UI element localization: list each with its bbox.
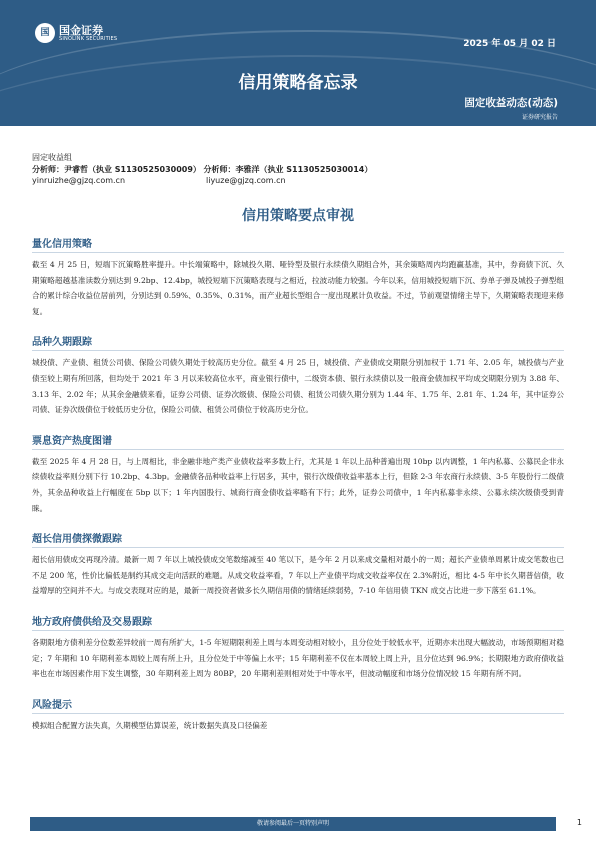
section-title: 品种久期跟踪 bbox=[32, 331, 564, 351]
analyst-email-link[interactable]: yinruizhe@gjzq.com.cn bbox=[32, 176, 126, 185]
section bbox=[32, 528, 564, 599]
section-body: 城投债、产业债、租赁公司债、保险公司债久期处于较高历史分位。截至 4 月 25 日，城投债、产业债成交期限分别加权于 1.71 年、2.05 年，城投债与产业债至较上期有所回落，但均处于 2021 年 3 月以来较高位水平，商业银行债中，二级资本债、银行永续债以及一般商金债加权平均成交期限分别为 3.88 年、3.13 年、2.02 年；从其余金融债来看，证券公司债、证券次级债、保险公司债、租赁公司债久期分别为 1.44 年、1.75 年、2.81 年、1.24 年，其中证券公司债、证券次级债位于较低历史分位，保险公司债、租赁公司债位于较高历史分位。 bbox=[32, 358, 564, 415]
section-body: 模拟组合配置方法失真，久期模型估算误差，统计数据失真及口径偏差 bbox=[32, 720, 268, 730]
analyst-name: 李雅洋（执业 S1130525030014） bbox=[235, 165, 373, 174]
header-banner bbox=[0, 0, 596, 126]
footer-disclaimer: 敬请参阅最后一页特别声明 bbox=[30, 817, 556, 831]
section-body: 截至 2025 年 4 月 28 日，与上周相比，非金融非地产类产业债收益率多数上行，尤其是 1 年以上品种普遍出现 10bp 以内调整，1 年内私募、公募民企非永续债收益率则分别下行 10.2bp、4.3bp。金融债各品种收益率上行居多，其中，银行次级债收益率基本上行，但除 2-3 年农商行永续债、3-5 年股份行二级债外，其余品种收益上行幅度在 5bp 以下；1 年内国股行、城商行商金债收益率略有下行；此外，证券公司债中，1 年内私募非永续、公募永续次级债受到青睐。 bbox=[32, 456, 564, 513]
team-line bbox=[32, 152, 572, 164]
section bbox=[32, 331, 564, 417]
team-name: 固定收益组 bbox=[32, 153, 72, 162]
document-title: 信用策略要点审视 bbox=[242, 208, 354, 224]
report-date: 2025 年 05 月 02 日 bbox=[463, 39, 556, 49]
section-body: 超长信用债成交再现冷清。最新一周 7 年以上城投债成交笔数缩减至 40 笔以下，是今年 2 月以来成交量相对最小的一周；超长产业债单周累计成交笔数也已不足 200 笔，性价比偏低是制约其成交走向活跃的难题。从成交收益率看，7 年以上产业债平均成交收益率仅在 2.3%附近，相比 4-5 年中长久期普信债，收益增厚的空间并不大。与成交表现对应的是，最新一周投资者做多长久期信用债的情绪延续弱势，7-10 年信用债 TKN 成交占比进一步下落至 61.1%。 bbox=[32, 555, 564, 596]
analyst-line bbox=[32, 164, 572, 176]
logo-name: 国金证券 bbox=[59, 24, 103, 37]
section-title: 风险提示 bbox=[32, 694, 564, 714]
section-title: 票息资产热度图谱 bbox=[32, 430, 564, 450]
analyst-label: 分析师： bbox=[32, 165, 64, 174]
analyst-label: 分析师： bbox=[203, 165, 236, 174]
section bbox=[32, 233, 564, 319]
analyst-name: 尹睿哲（执业 S1130525030009） bbox=[64, 165, 201, 174]
author-block bbox=[32, 152, 572, 188]
section-body: 各期限地方债利差分位数差异较前一周有所扩大，1-5 年短期限利差上周与本周变动相对较小，且分位处于较低水平，近期亦未出现大幅波动，市场预期相对稳定；7 年期和 10 年期利差本周较上周有所上升，且分位处于中等偏上水平；15 年期利差不仅在本周较上周上升，且分位达到 96.9%；长期限地方政府债收益率也在市场因素作用下发生调整，30 年期利差上周为 80BP，20 年期利差则相对处于中等水平，但波动幅度和市场分位情况较 15 年期有所不同。 bbox=[32, 637, 564, 679]
analyst-email-link[interactable]: liyuze@gjzq.com.cn bbox=[206, 176, 286, 185]
section-body: 截至 4 月 25 日，短端下沉策略胜率提升。中长端策略中，除城投久期、哑铃型及银行永续债久期组合外，其余策略周内均跑赢基准，其中，券商债下沉、久期策略超越基准读数分别达到 9.2bp、12.4bp，城投短端下沉策略表现与之相近，拉波动能力较强。今年以来，信用城投短端下沉、券单子弹及城投子弹型组合的累计综合收益位居前列，分别达到 0.59%、0.35%、0.31%，而产业超长型组合一度出现累计负收益。不过，节前观望情绪主导下，久期策略表现迎来修复。 bbox=[32, 260, 564, 316]
section-title: 地方政府债供给及交易跟踪 bbox=[32, 611, 564, 631]
page-number: 1 bbox=[576, 818, 582, 827]
report-type: 固定收益动态(动态) bbox=[464, 97, 558, 109]
section-title: 超长信用债探微跟踪 bbox=[32, 528, 564, 548]
email-line bbox=[32, 176, 572, 188]
section bbox=[32, 430, 564, 516]
logo-mark-icon: 国 bbox=[35, 23, 55, 43]
section bbox=[32, 694, 564, 734]
report-title: 信用策略备忘录 bbox=[238, 73, 358, 93]
section-title: 量化信用策略 bbox=[32, 233, 564, 253]
report-category: 证券研究报告 bbox=[521, 114, 558, 121]
section bbox=[32, 611, 564, 682]
report-sections bbox=[32, 233, 564, 745]
company-logo bbox=[35, 22, 125, 46]
logo-english-name: SINOLINK SECURITIES bbox=[59, 36, 118, 42]
